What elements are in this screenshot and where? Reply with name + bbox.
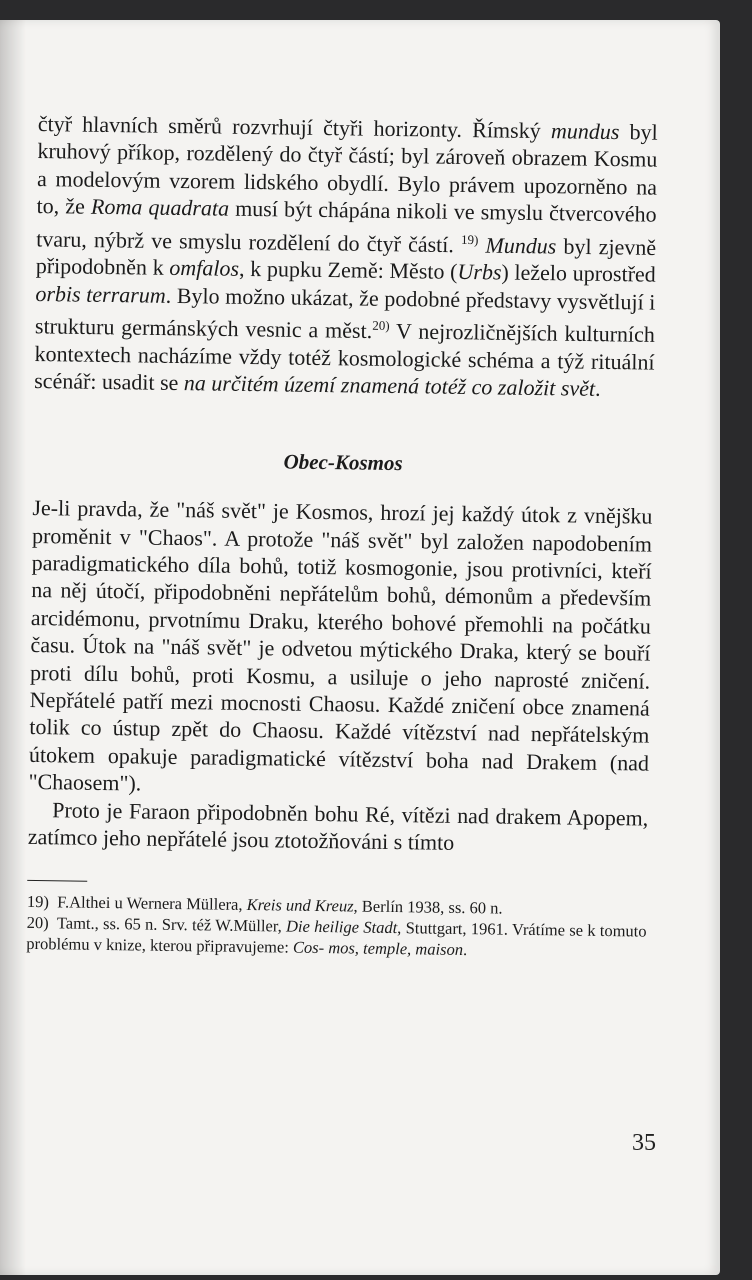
italic-title: Kreis und Kreuz: [246, 895, 354, 916]
italic-title: Die heilige Stadt: [285, 916, 398, 938]
paragraph-2: Je-li pravda, že "náš svět" je Kosmos, hrozí jej každý útok z vnějšku proměnit v "Chaos". A protože "náš svět" byl založen napodobením paradigmatického díla bohů, totiž kosmogonie, jsou protivníci, kteří na něj útočí, připodobněni nepřátelům bohů, démonům a především arcidémonu, prvotnímu Draku, kterého bohové přemohli na počátku času. Útok na "náš svět" je odvetou mýtického Draka, který se bouří proti dílu bohů, proti Kosmu, a usiluje o jeho naprosté zničení. Nepřátelé patří mezi mocnosti Chaosu. Každé zničení obce znamená tolik co ústup zpět do Chaosu. Každé vítězství nad nepřátelským útokem opakuje paradigmatické vítězství boha nad Drakem (nad "Chaosem").: [28, 495, 653, 796]
text-run: F.Althei u Wernera Müllera,: [57, 892, 247, 915]
text-run: byl zjevně připodobněn k: [35, 233, 657, 281]
paragraph-1: [34, 110, 658, 403]
footnote-ref-19: 19): [460, 231, 479, 247]
footnote-number: 19): [26, 892, 50, 912]
italic-term: omfalos: [169, 255, 240, 282]
text-run: , Stuttgart, 1961. Vrátíme se k tomuto problému v knize, kterou připravujeme:: [26, 918, 647, 958]
page-spine-shadow: [0, 20, 26, 1275]
italic-term: Mundus: [485, 232, 557, 259]
text-run: ) leželo uprostřed: [501, 259, 656, 287]
page-number: 35: [632, 1130, 656, 1156]
text-run: .: [462, 940, 468, 960]
paragraph-3: Proto je Faraon připodobněn bohu Ré, vítězi nad drakem Apopem, zatímco jeho nepřátelé jsou ztotožňováni s tímto: [27, 796, 649, 855]
italic-phrase: na určitém území znamená totéž co založit svět: [183, 370, 596, 402]
text-run: V nejrozličnějších kulturních kontextech nacházíme vždy totéž kosmologické schéma a týž rituální scénář: usadit se: [34, 318, 656, 396]
italic-term: Urbs: [457, 259, 502, 285]
section-heading: Obec-Kosmos: [283, 449, 403, 475]
italic-title: Cos- mos, temple, maison: [292, 938, 464, 960]
footnote-rule: [27, 880, 87, 882]
page-text-block: [26, 110, 658, 963]
text-run: , Berlín 1938, ss. 60 n.: [353, 896, 503, 918]
footnote-ref-20: 20): [372, 317, 390, 334]
footnotes: [26, 891, 647, 963]
italic-term: Roma quadrata: [90, 193, 230, 221]
italic-term: orbis terrarum: [35, 280, 166, 308]
italic-term: mundus: [550, 118, 620, 145]
footnote-number: 20): [26, 913, 49, 933]
text-run: Tamt., ss. 65 n. Srv. též W.Müller,: [56, 913, 287, 936]
text-run: čtyř hlavních směrů rozvrhují čtyři horizonty. Římský: [37, 110, 552, 144]
text-run: . Bylo možno ukázat, že podobné představy vysvětlují i strukturu germánských vesnic a měst.: [34, 282, 656, 344]
footnote-20: [26, 912, 647, 963]
text-run: , k pupku Země: Město (: [238, 256, 458, 285]
text-run: .: [594, 376, 601, 402]
text-run: byl kruhový příkop, rozdělený do čtyř částí; byl zároveň obrazem Kosmu a modelovým vzorem lidského obydlí. Bylo právem upozorněno na to, že: [36, 119, 658, 219]
text-run: musí být chápána nikoli ve smyslu čtvercového tvaru, nýbrž ve smyslu rozdělení do čtyř částí.: [36, 195, 657, 257]
